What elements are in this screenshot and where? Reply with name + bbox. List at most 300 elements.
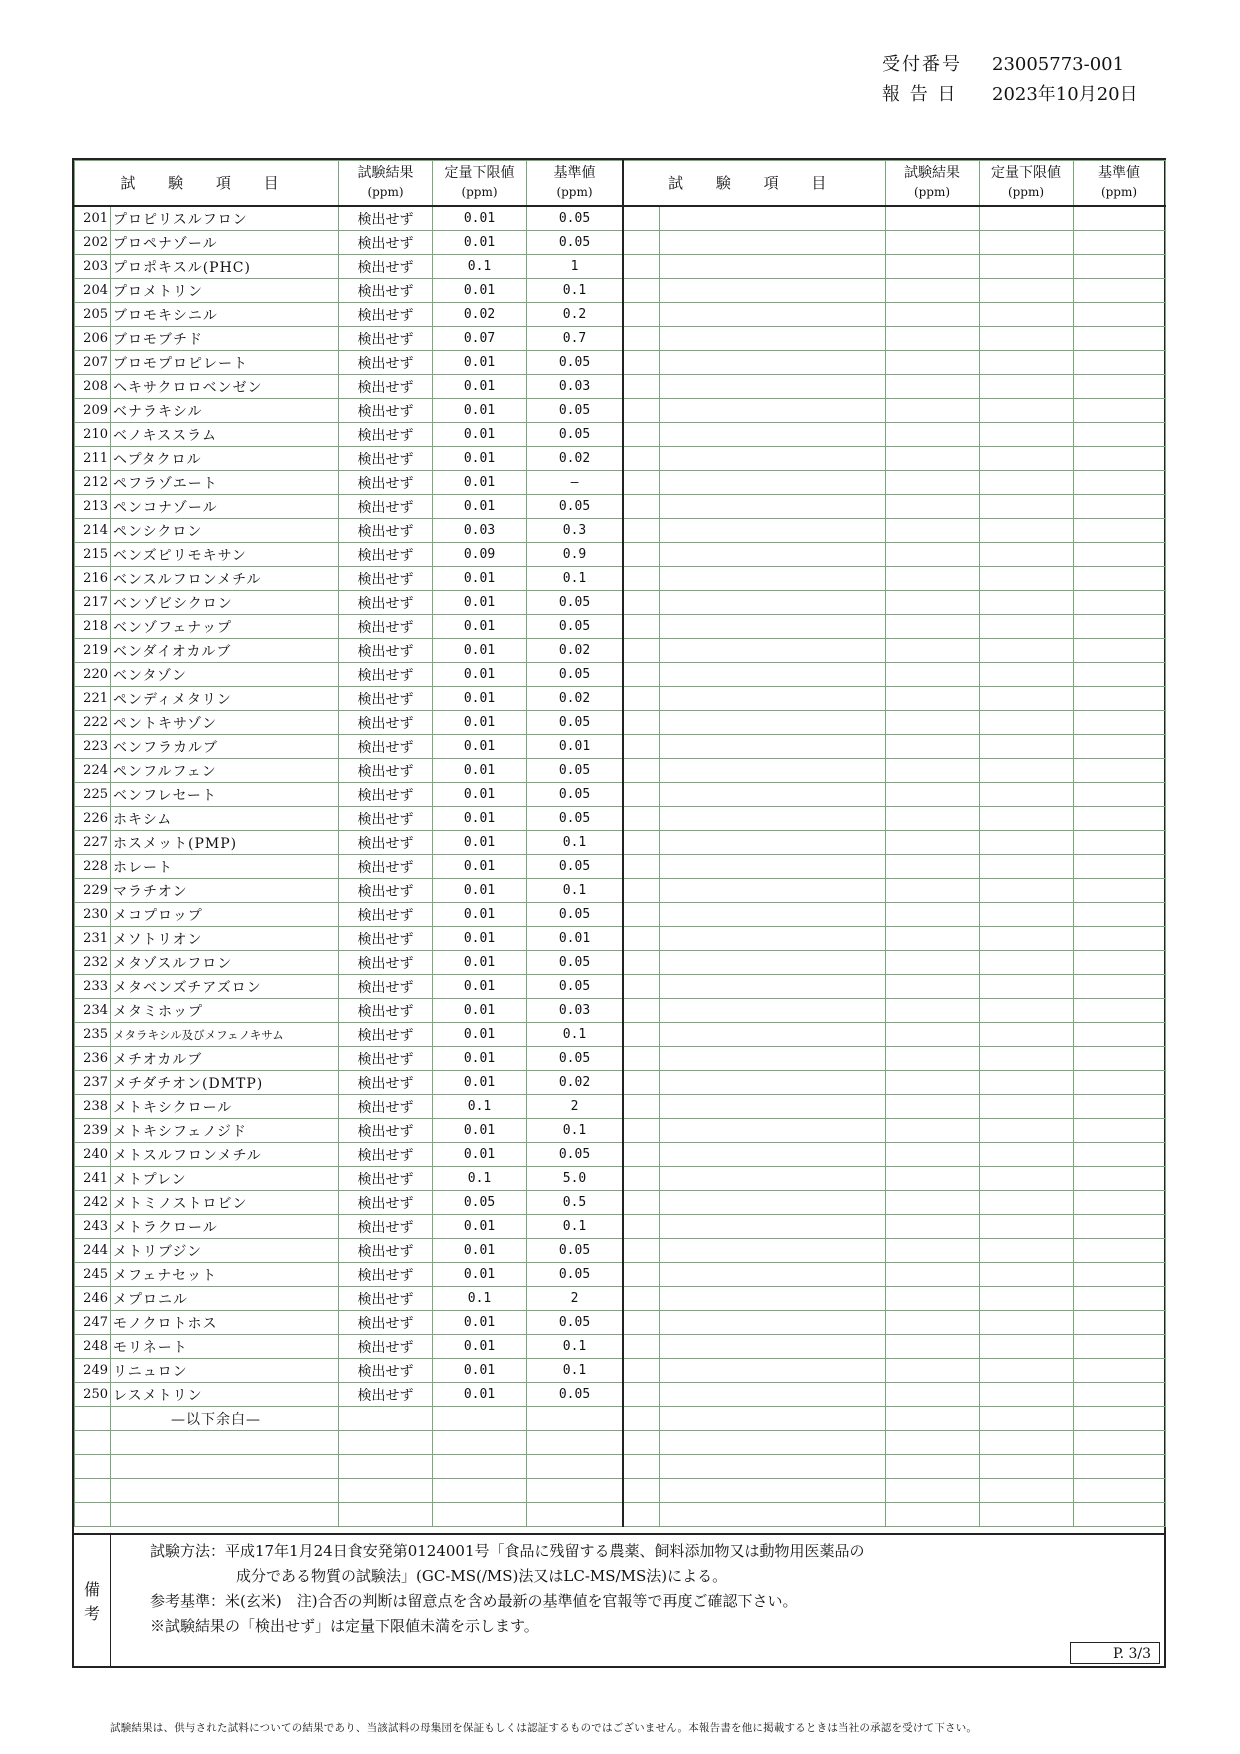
test-result: 検出せず <box>339 423 433 447</box>
table-row-empty <box>623 711 1165 735</box>
item-name: ペンフルフェン <box>111 759 339 783</box>
empty-cell <box>885 1431 979 1455</box>
standard-value: 0.03 <box>527 375 623 399</box>
standard-value: 0.7 <box>527 327 623 351</box>
empty-cell <box>433 1455 527 1479</box>
empty-cell <box>623 999 659 1023</box>
table-row-empty <box>623 999 1165 1023</box>
empty-cell <box>659 879 885 903</box>
test-result: 検出せず <box>339 1239 433 1263</box>
row-number: 244 <box>75 1239 111 1263</box>
standard-value: 0.05 <box>527 1047 623 1071</box>
test-result: 検出せず <box>339 1215 433 1239</box>
empty-cell <box>1073 735 1165 759</box>
empty-cell <box>979 255 1073 279</box>
remarks-reference: 参考基準：米(玄米) 注)合否の判断は留意点を含め最新の基準値を官報等で再度ご確認下さい。 <box>150 1592 798 1610</box>
table-row-empty <box>623 1071 1165 1095</box>
empty-cell <box>527 1479 623 1503</box>
table-row-empty <box>623 1239 1165 1263</box>
empty-cell <box>659 1431 885 1455</box>
empty-cell <box>1073 447 1165 471</box>
empty-cell <box>659 303 885 327</box>
table-row-empty <box>623 1143 1165 1167</box>
test-result: 検出せず <box>339 231 433 255</box>
empty-cell <box>885 879 979 903</box>
empty-cell <box>979 687 1073 711</box>
item-name: メトスルフロンメチル <box>111 1143 339 1167</box>
empty-cell <box>659 543 885 567</box>
empty-cell <box>659 471 885 495</box>
loq-value: 0.01 <box>433 615 527 639</box>
empty-cell <box>623 1455 659 1479</box>
empty-cell <box>885 231 979 255</box>
loq-value: 0.09 <box>433 543 527 567</box>
blank-note: —以下余白— <box>111 1407 339 1431</box>
item-name: ブロモブチド <box>111 327 339 351</box>
table-row-empty <box>623 903 1165 927</box>
item-name: ヘプタクロル <box>111 447 339 471</box>
empty-cell <box>623 879 659 903</box>
item-name: ホキシム <box>111 807 339 831</box>
empty-cell <box>979 783 1073 807</box>
loq-value: 0.01 <box>433 1359 527 1383</box>
table-row-empty <box>623 351 1165 375</box>
empty-cell <box>885 351 979 375</box>
empty-cell <box>623 255 659 279</box>
empty-cell <box>979 519 1073 543</box>
empty-cell <box>1073 639 1165 663</box>
row-number: 209 <box>75 399 111 423</box>
table-row-empty <box>623 255 1165 279</box>
test-result: 検出せず <box>339 1047 433 1071</box>
table-row <box>75 831 623 855</box>
test-result: 検出せず <box>339 1023 433 1047</box>
empty-cell <box>885 807 979 831</box>
empty-cell <box>659 1191 885 1215</box>
loq-value: 0.01 <box>433 1335 527 1359</box>
table-row <box>75 759 623 783</box>
empty-cell <box>979 879 1073 903</box>
empty-cell <box>1073 1287 1165 1311</box>
empty-cell <box>75 1479 111 1503</box>
table-row-empty <box>623 735 1165 759</box>
empty-cell <box>623 1191 659 1215</box>
table-row-empty <box>623 783 1165 807</box>
test-result: 検出せず <box>339 1263 433 1287</box>
table-row-empty <box>623 1095 1165 1119</box>
empty-cell <box>979 591 1073 615</box>
table-row <box>75 375 623 399</box>
empty-cell <box>979 327 1073 351</box>
table-row <box>75 399 623 423</box>
empty-cell <box>659 591 885 615</box>
empty-cell <box>623 495 659 519</box>
empty-cell <box>623 543 659 567</box>
empty-cell <box>1073 927 1165 951</box>
empty-cell <box>623 1119 659 1143</box>
empty-cell <box>1073 1047 1165 1071</box>
empty-cell <box>623 447 659 471</box>
row-number: 211 <box>75 447 111 471</box>
test-result: 検出せず <box>339 255 433 279</box>
empty-cell <box>623 375 659 399</box>
results-table-left <box>74 160 623 1527</box>
test-result: 検出せず <box>339 303 433 327</box>
row-number: 242 <box>75 1191 111 1215</box>
table-row-empty <box>623 567 1165 591</box>
empty-cell <box>623 399 659 423</box>
test-result: 検出せず <box>339 1071 433 1095</box>
empty-cell <box>979 471 1073 495</box>
empty-cell <box>979 399 1073 423</box>
remarks-tag: 備 考 <box>74 1535 111 1668</box>
loq-value: 0.01 <box>433 495 527 519</box>
empty-cell <box>1073 1239 1165 1263</box>
empty-cell <box>1073 206 1165 231</box>
table-row <box>75 351 623 375</box>
row-number: 210 <box>75 423 111 447</box>
empty-cell <box>979 543 1073 567</box>
empty-cell <box>659 351 885 375</box>
empty-cell <box>979 951 1073 975</box>
standard-value: 0.05 <box>527 495 623 519</box>
empty-cell <box>659 279 885 303</box>
item-name: ベンスルフロンメチル <box>111 567 339 591</box>
loq-value: 0.01 <box>433 567 527 591</box>
empty-cell <box>885 735 979 759</box>
item-name: ペフラゾエート <box>111 471 339 495</box>
item-name: プロピリスルフロン <box>111 206 339 231</box>
empty-cell <box>885 783 979 807</box>
empty-cell <box>979 639 1073 663</box>
empty-cell <box>885 855 979 879</box>
empty-cell <box>885 399 979 423</box>
row-number: 221 <box>75 687 111 711</box>
row-number: 204 <box>75 279 111 303</box>
empty-cell <box>1073 1455 1165 1479</box>
empty-cell <box>659 1503 885 1527</box>
item-name: メトラクロール <box>111 1215 339 1239</box>
item-name: プロペナゾール <box>111 231 339 255</box>
row-number: 241 <box>75 1167 111 1191</box>
loq-value: 0.01 <box>433 231 527 255</box>
loq-value: 0.01 <box>433 1215 527 1239</box>
row-number: 245 <box>75 1263 111 1287</box>
row-number: 248 <box>75 1335 111 1359</box>
standard-value: 0.3 <box>527 519 623 543</box>
empty-cell <box>623 1095 659 1119</box>
empty-cell <box>623 1287 659 1311</box>
empty-cell <box>623 927 659 951</box>
standard-value: 5.0 <box>527 1167 623 1191</box>
empty-cell <box>885 663 979 687</box>
item-name: ベンフレセート <box>111 783 339 807</box>
empty-cell <box>979 759 1073 783</box>
table-row <box>75 663 623 687</box>
empty-cell <box>1073 807 1165 831</box>
loq-value: 0.1 <box>433 1287 527 1311</box>
test-result: 検出せず <box>339 1143 433 1167</box>
row-number: 212 <box>75 471 111 495</box>
test-result: 検出せず <box>339 855 433 879</box>
empty-cell <box>1073 303 1165 327</box>
empty-cell <box>623 1407 659 1431</box>
row-number: 208 <box>75 375 111 399</box>
table-row <box>75 447 623 471</box>
loq-value: 0.01 <box>433 591 527 615</box>
empty-cell <box>623 1071 659 1095</box>
item-name: メトキシクロール <box>111 1095 339 1119</box>
standard-value: 0.05 <box>527 615 623 639</box>
row-number <box>75 1407 111 1431</box>
item-name: ベンゾビシクロン <box>111 591 339 615</box>
loq-value: 0.01 <box>433 1239 527 1263</box>
empty-cell <box>1073 231 1165 255</box>
item-name: メチダチオン(DMTP) <box>111 1071 339 1095</box>
empty-cell <box>339 1431 433 1455</box>
test-result: 検出せず <box>339 399 433 423</box>
empty-cell <box>979 711 1073 735</box>
empty-cell <box>659 759 885 783</box>
test-result: 検出せず <box>339 447 433 471</box>
empty-cell <box>623 1143 659 1167</box>
loq-value: 0.02 <box>433 303 527 327</box>
empty-cell <box>885 303 979 327</box>
test-result: 検出せず <box>339 783 433 807</box>
empty-cell <box>979 831 1073 855</box>
loq-value: 0.01 <box>433 1071 527 1095</box>
standard-value: 0.01 <box>527 735 623 759</box>
empty-cell <box>623 759 659 783</box>
table-row <box>75 999 623 1023</box>
empty-cell <box>979 1359 1073 1383</box>
empty-cell <box>885 639 979 663</box>
empty-cell <box>885 1239 979 1263</box>
table-row-empty <box>623 1455 1165 1479</box>
empty-cell <box>885 1359 979 1383</box>
empty-cell <box>1073 399 1165 423</box>
empty-cell <box>885 615 979 639</box>
item-name: ブロモキシニル <box>111 303 339 327</box>
empty-cell <box>659 1287 885 1311</box>
row-number: 240 <box>75 1143 111 1167</box>
empty-cell <box>885 327 979 351</box>
empty-cell <box>979 1047 1073 1071</box>
empty-cell <box>75 1431 111 1455</box>
row-number: 234 <box>75 999 111 1023</box>
empty-cell <box>1073 975 1165 999</box>
table-row <box>75 1191 623 1215</box>
loq-value: 0.01 <box>433 711 527 735</box>
item-name: メトリブジン <box>111 1239 339 1263</box>
table-row <box>75 735 623 759</box>
table-row-empty <box>623 1407 1165 1431</box>
item-name: ブロモプロピレート <box>111 351 339 375</box>
empty-cell <box>623 1023 659 1047</box>
item-name: メトプレン <box>111 1167 339 1191</box>
empty-cell <box>885 206 979 231</box>
table-row <box>75 1431 623 1455</box>
empty-cell <box>659 327 885 351</box>
standard-value: 0.1 <box>527 1215 623 1239</box>
table-row <box>75 1215 623 1239</box>
item-name: モノクロトホス <box>111 1311 339 1335</box>
table-row <box>75 255 623 279</box>
table-row <box>75 639 623 663</box>
empty-cell <box>979 1455 1073 1479</box>
row-number: 231 <box>75 927 111 951</box>
empty-cell <box>1073 1431 1165 1455</box>
empty-cell <box>979 1239 1073 1263</box>
col-header-loq: 定量下限値 (ppm) <box>433 161 527 207</box>
test-result: 検出せず <box>339 831 433 855</box>
standard-value: 0.05 <box>527 399 623 423</box>
row-number: 213 <box>75 495 111 519</box>
table-row-empty <box>623 447 1165 471</box>
empty-cell <box>623 206 659 231</box>
row-number: 214 <box>75 519 111 543</box>
item-name: ベノキススラム <box>111 423 339 447</box>
loq-value: 0.01 <box>433 279 527 303</box>
row-number: 202 <box>75 231 111 255</box>
table-row <box>75 303 623 327</box>
empty-cell <box>1073 783 1165 807</box>
empty-cell <box>885 423 979 447</box>
test-result: 検出せず <box>339 519 433 543</box>
empty-cell <box>979 735 1073 759</box>
empty-cell <box>623 471 659 495</box>
table-row <box>75 1023 623 1047</box>
test-result: 検出せず <box>339 591 433 615</box>
row-number: 243 <box>75 1215 111 1239</box>
empty-cell <box>1073 1311 1165 1335</box>
table-row-empty <box>623 399 1165 423</box>
empty-cell <box>659 1095 885 1119</box>
test-result: 検出せず <box>339 1335 433 1359</box>
standard-value: 0.05 <box>527 975 623 999</box>
standard-value: 2 <box>527 1095 623 1119</box>
results-table-right <box>622 160 1166 1527</box>
empty-cell <box>885 1407 979 1431</box>
empty-cell <box>885 1335 979 1359</box>
empty-cell <box>1073 591 1165 615</box>
empty-cell <box>885 1287 979 1311</box>
loq-value: 0.01 <box>433 951 527 975</box>
empty-cell <box>623 1311 659 1335</box>
test-result: 検出せず <box>339 327 433 351</box>
empty-cell <box>885 591 979 615</box>
item-name: メタベンズチアズロン <box>111 975 339 999</box>
empty-cell <box>979 975 1073 999</box>
loq-value: 0.01 <box>433 423 527 447</box>
empty-cell <box>659 1311 885 1335</box>
empty-cell <box>623 1047 659 1071</box>
empty-cell <box>111 1503 339 1527</box>
empty-cell <box>979 423 1073 447</box>
row-number: 238 <box>75 1095 111 1119</box>
loq-value: 0.01 <box>433 1023 527 1047</box>
table-row <box>75 206 623 231</box>
empty-cell <box>623 567 659 591</box>
test-result: 検出せず <box>339 351 433 375</box>
col-header-standard: 基準値 (ppm) <box>527 161 623 207</box>
standard-value: 0.2 <box>527 303 623 327</box>
empty-cell <box>623 1383 659 1407</box>
table-row-empty <box>623 759 1165 783</box>
standard-value: 2 <box>527 1287 623 1311</box>
row-number: 203 <box>75 255 111 279</box>
empty-cell <box>979 999 1073 1023</box>
empty-cell <box>1073 375 1165 399</box>
table-row-empty <box>623 1191 1165 1215</box>
empty-cell <box>623 903 659 927</box>
empty-cell <box>885 831 979 855</box>
standard-value: 0.05 <box>527 1143 623 1167</box>
standard-value: 0.05 <box>527 1263 623 1287</box>
standard-value: 0.03 <box>527 999 623 1023</box>
loq-value: 0.03 <box>433 519 527 543</box>
report-date: 2023年10月20日 <box>992 84 1138 105</box>
test-result: 検出せず <box>339 1191 433 1215</box>
item-name: リニュロン <box>111 1359 339 1383</box>
standard-value: 0.02 <box>527 687 623 711</box>
item-name: メコプロップ <box>111 903 339 927</box>
standard-value: 0.05 <box>527 1383 623 1407</box>
empty-cell <box>623 423 659 447</box>
row-number: 207 <box>75 351 111 375</box>
empty-cell <box>659 1119 885 1143</box>
item-name: ホレート <box>111 855 339 879</box>
empty-cell <box>1073 1023 1165 1047</box>
test-result: 検出せず <box>339 975 433 999</box>
row-number: 218 <box>75 615 111 639</box>
empty-cell <box>1073 1143 1165 1167</box>
table-row-empty <box>623 879 1165 903</box>
table-row-empty <box>623 855 1165 879</box>
empty-cell <box>1073 1407 1165 1431</box>
table-row <box>75 1143 623 1167</box>
empty-cell <box>885 1311 979 1335</box>
standard-value: 0.05 <box>527 206 623 231</box>
table-row <box>75 783 623 807</box>
empty-cell <box>1073 1215 1165 1239</box>
empty-cell <box>885 1503 979 1527</box>
empty-cell <box>659 231 885 255</box>
empty-cell <box>623 975 659 999</box>
empty-cell <box>623 1167 659 1191</box>
empty-cell <box>1073 519 1165 543</box>
empty-cell <box>623 615 659 639</box>
empty-cell <box>979 1479 1073 1503</box>
empty-cell <box>659 255 885 279</box>
empty-cell <box>659 1479 885 1503</box>
table-row <box>75 1311 623 1335</box>
row-number: 236 <box>75 1047 111 1071</box>
empty-cell <box>979 927 1073 951</box>
empty-cell <box>659 1239 885 1263</box>
empty-cell <box>1073 471 1165 495</box>
loq-value: 0.01 <box>433 375 527 399</box>
standard-value: 0.05 <box>527 951 623 975</box>
standard-value: 0.05 <box>527 1239 623 1263</box>
table-row <box>75 1095 623 1119</box>
standard-value: 0.5 <box>527 1191 623 1215</box>
table-row-empty <box>623 231 1165 255</box>
standard-value: 0.05 <box>527 855 623 879</box>
empty-cell <box>623 1215 659 1239</box>
empty-cell <box>1073 1167 1165 1191</box>
table-row <box>75 1287 623 1311</box>
